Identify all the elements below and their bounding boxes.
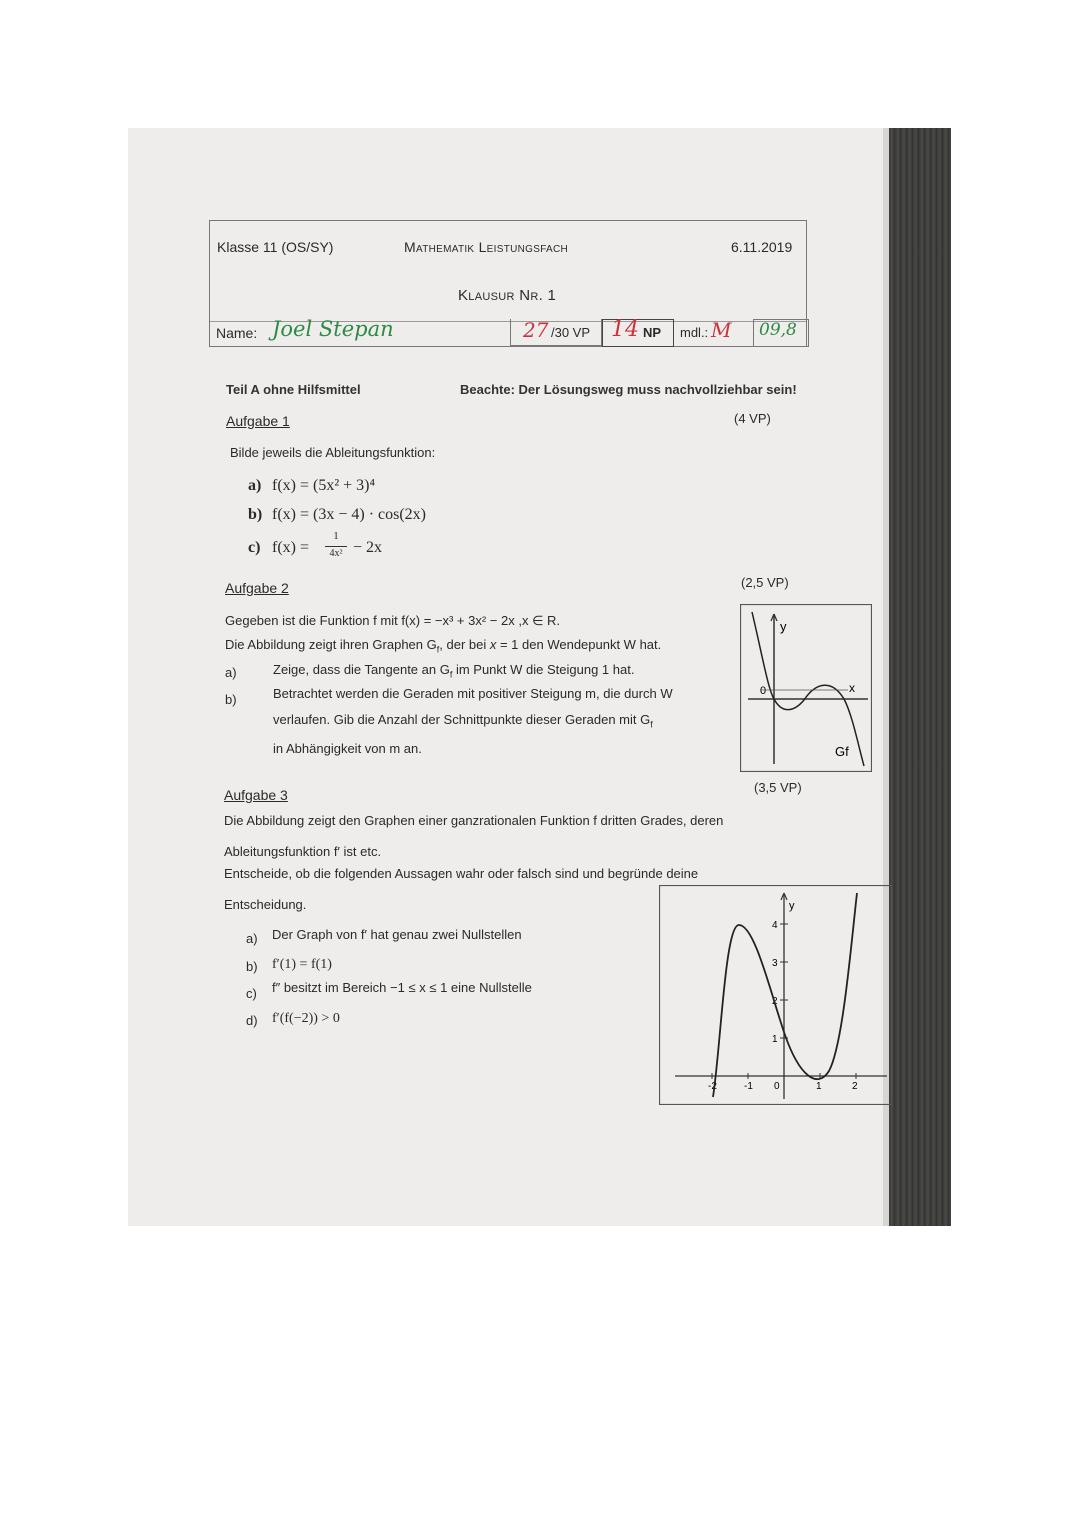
- task2-points: (2,5 VP): [741, 575, 789, 590]
- task3-line1: Die Abbildung zeigt den Graphen einer ganzrationalen Funktion f dritten Grades, deren: [224, 813, 724, 828]
- task3-b-label: b): [246, 959, 258, 974]
- mdl-value-handwritten: M: [711, 318, 732, 342]
- fraction-bar: [325, 546, 347, 547]
- final-grade-handwritten: 09,8: [759, 320, 797, 340]
- final-grade-box: [753, 319, 809, 347]
- task2-a-label: a): [225, 665, 237, 680]
- task3-a-text: Der Graph von f′ hat genau zwei Nullstellen: [272, 927, 522, 942]
- task1-points: (4 VP): [734, 411, 771, 426]
- task3-line4: Entscheidung.: [224, 897, 307, 912]
- task1-c-expr-post: − 2x: [353, 539, 383, 556]
- task3-points: (3,5 VP): [754, 780, 802, 795]
- exam-date: 6.11.2019: [731, 239, 793, 255]
- np-score-box: [602, 319, 674, 347]
- student-name-handwritten: Joel Stepan: [272, 317, 394, 341]
- subject-label: Mathematik Leistungsfach: [404, 239, 569, 255]
- task1-c-frac-den: 4x²: [329, 548, 343, 559]
- task3-line3: Entscheide, ob die folgenden Aussagen wahr oder falsch sind und begründe deine: [224, 866, 699, 881]
- task2-title: Aufgabe 2: [225, 580, 289, 596]
- task3-d-text: f′(f(−2)) > 0: [272, 1011, 340, 1026]
- task3-c-text: f″ besitzt im Bereich −1 ≤ x ≤ 1 eine Nullstelle: [272, 980, 532, 995]
- task2-line1: Gegeben ist die Funktion f mit f(x) = −x³ + 3x² − 2x ,x ∈ R.: [225, 613, 561, 628]
- vp-total: /30 VP: [551, 325, 591, 340]
- name-label: Name:: [216, 325, 258, 341]
- task1-intro: Bilde jeweils die Ableitungsfunktion:: [230, 445, 436, 460]
- task2-b-label: b): [225, 692, 237, 707]
- header-row-bottom: [210, 317, 806, 347]
- task2-x-label: x: [849, 681, 855, 695]
- solution-note: Beachte: Der Lösungsweg muss nachvollziehbar sein!: [460, 382, 797, 397]
- task3-y-label: y: [789, 900, 795, 912]
- vp-score-handwritten: 27: [523, 318, 549, 342]
- task1-b-expr: f(x) = (3x − 4) · cos(2x): [272, 506, 426, 523]
- task3-y-tick-label: 1: [772, 1034, 778, 1045]
- task3-graph-frame: [660, 886, 892, 1105]
- task2-graph: [740, 604, 872, 772]
- task3-title: Aufgabe 3: [224, 787, 288, 803]
- np-score-handwritten: 14: [611, 317, 639, 342]
- task1-c-expr-pre: f(x) =: [272, 539, 310, 556]
- task3-line2: Ableitungsfunktion f′ ist etc.: [224, 844, 382, 859]
- exam-photo: [128, 128, 951, 1226]
- task3-x-tick-label: 2: [852, 1081, 858, 1092]
- background-surface: [889, 128, 951, 1226]
- task2-a-text: Zeige, dass die Tangente an $G_f$ im Punkt W die Steigung 1 hat.: [273, 662, 635, 680]
- task3-b-text: f′(1) = f(1): [272, 957, 332, 972]
- task2-b-text2: verlaufen. Gib die Anzahl der Schnittpunkte dieser Geraden mit $G_f$: [273, 712, 653, 730]
- task2-curve-label: Gf: [835, 744, 849, 759]
- task3-c-label: c): [246, 986, 257, 1001]
- task1-a-expr: f(x) = (5x² + 3)⁴: [272, 477, 376, 494]
- task3-x-tick-label: 0: [774, 1081, 780, 1092]
- task1-b-label: b): [248, 506, 263, 523]
- task3-x-tick-label: 1: [816, 1081, 822, 1092]
- np-label: NP: [643, 325, 662, 340]
- task1-a-label: a): [248, 477, 262, 494]
- task3-x-tick-label: -2: [708, 1081, 717, 1092]
- task3-y-tick-label: 4: [772, 920, 778, 931]
- mdl-label: mdl.:: [680, 325, 709, 340]
- task2-b-text1: Betrachtet werden die Geraden mit positiver Steigung m, die durch W: [273, 686, 673, 701]
- task3-x-tick-label: -1: [744, 1081, 753, 1092]
- task3-y-ticks: [772, 920, 788, 1045]
- exam-header: [209, 220, 807, 347]
- task2-b-text3: in Abhängigkeit von m an.: [273, 741, 422, 756]
- task3-d-label: d): [246, 1013, 258, 1028]
- task1-title: Aufgabe 1: [226, 413, 290, 429]
- task2-line2: Die Abbildung zeigt ihren Graphen $G_f$, der bei x = 1 den Wendepunkt W hat.: [225, 637, 662, 655]
- task3-y-tick-label: 3: [772, 958, 778, 969]
- task3-graph: [659, 885, 892, 1105]
- task3-y-tick-label: 2: [772, 996, 778, 1007]
- task2-curve: [752, 612, 864, 766]
- task1-c-frac-num: 1: [333, 530, 339, 542]
- task2-origin-label: 0: [760, 685, 767, 697]
- task2-y-label: y: [780, 619, 787, 634]
- class-label: Klasse 11 (OS/SY): [217, 239, 334, 255]
- task3-a-label: a): [246, 931, 258, 946]
- exam-title: Klausur Nr. 1: [458, 287, 557, 304]
- vp-score-box: [510, 319, 602, 346]
- header-row-top: [210, 221, 806, 276]
- part-title: Teil A ohne Hilfsmittel: [226, 382, 361, 397]
- task1-c-label: c): [248, 539, 261, 556]
